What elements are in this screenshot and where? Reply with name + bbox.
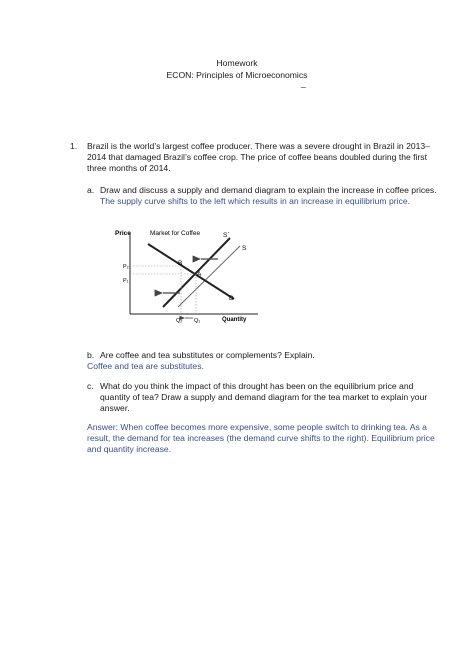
quantity-label-q2: Q₂: [176, 318, 183, 324]
coffee-market-chart: [108, 222, 278, 330]
price-label-p2: P₂: [123, 264, 129, 270]
x-axis-label: Quantity: [222, 317, 247, 323]
part-b-letter: b.: [87, 350, 95, 360]
part-c-question-line-2: quantity of tea? Draw a supply and demand diagram for the tea market to explain your: [100, 392, 428, 402]
price-label-p1: P₁: [123, 278, 129, 284]
question-line-3: three months of 2014.: [87, 163, 171, 173]
question-line-2: 2014 that damaged Brazil’s coffee crop. The price of coffee beans doubled during the first: [87, 152, 427, 162]
part-c-question-line-1: What do you think the impact of this drought has been on the equilibrium price and: [100, 381, 414, 391]
part-a-question: Draw and discuss a supply and demand diagram to explain the increase in coffee prices.: [100, 185, 437, 195]
quantity-label-q1: Q₁: [194, 318, 201, 324]
supply-label: S: [242, 245, 247, 252]
part-c-letter: c.: [87, 381, 94, 391]
y-axis-label: Price: [115, 230, 131, 237]
question-number: 1.: [70, 141, 78, 151]
point-a-label: A: [197, 271, 202, 278]
demand-curve: [148, 244, 234, 299]
part-c-answer-line-2: result, the demand for tea increases (the demand curve shifts to the right). Equilibrium price: [87, 433, 435, 443]
supply-shifted-label: S`: [223, 232, 230, 239]
demand-label: D: [229, 295, 234, 302]
part-b-question: Are coffee and tea substitutes or complements? Explain.: [100, 350, 315, 360]
course-title: ECON: Principles of Microeconomics: [166, 70, 308, 80]
chart-title: Market for Coffee: [150, 230, 201, 237]
part-c-answer-line-1: Answer: When coffee becomes more expensive, some people switch to drinking tea. As a: [87, 422, 427, 432]
point-b-label: B: [178, 260, 183, 267]
part-a-letter: a.: [87, 185, 95, 195]
part-c-answer-line-3: and quantity increase.: [87, 444, 172, 454]
doc-title: Homework: [216, 58, 258, 68]
part-c-question-line-3: answer.: [100, 403, 130, 413]
question-line-1: Brazil is the world’s largest coffee producer. There was a severe drought in Brazil in 2013–: [87, 141, 430, 151]
part-b-answer: Coffee and tea are substitutes.: [87, 361, 204, 371]
header-underscore: _: [301, 78, 306, 88]
part-a-answer: The supply curve shifts to the left which results in an increase in equilibrium price.: [100, 196, 410, 206]
